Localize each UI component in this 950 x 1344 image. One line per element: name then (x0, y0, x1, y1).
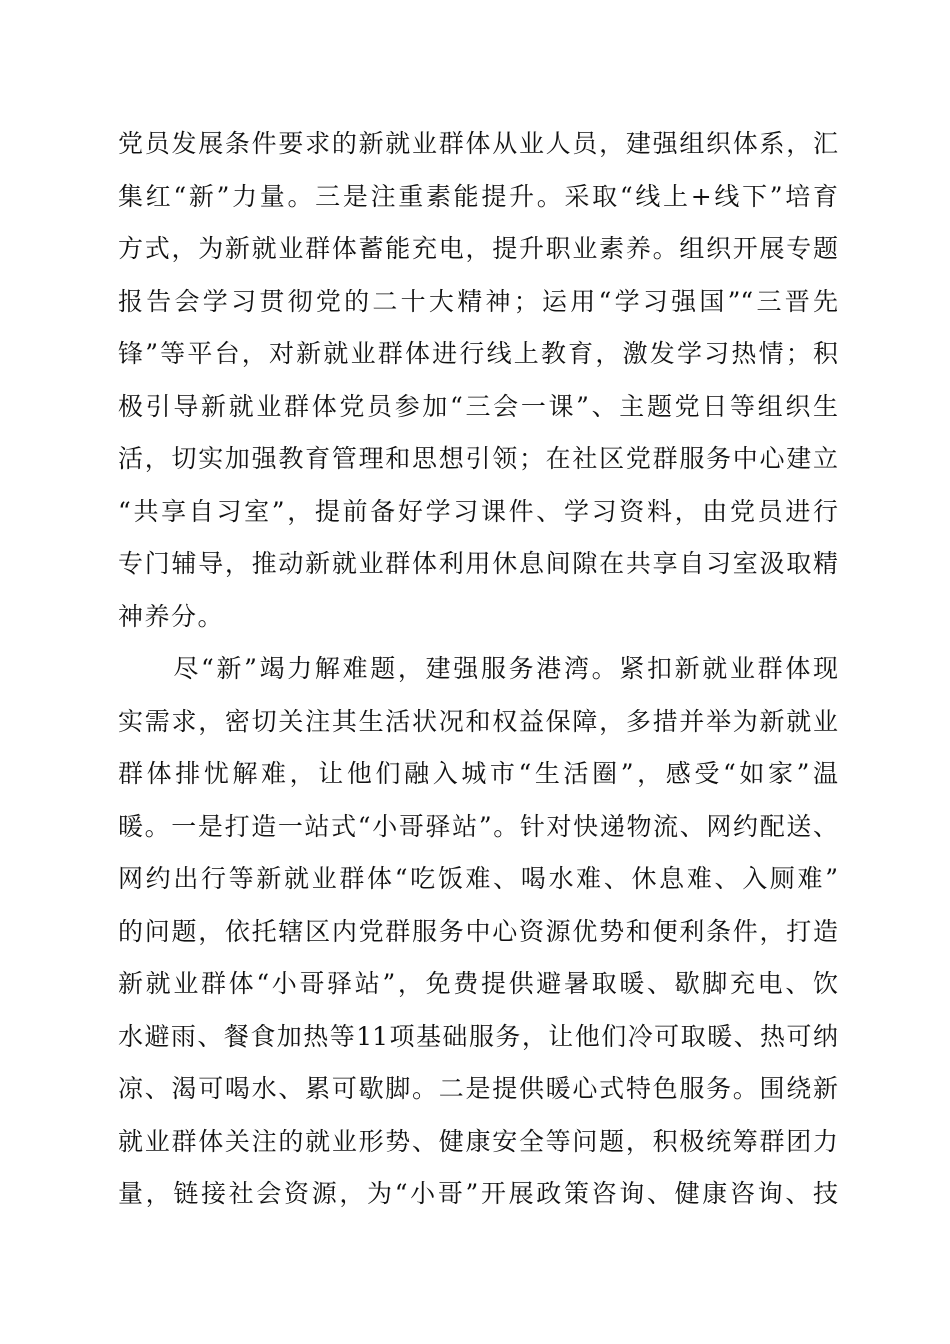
text-line: 网约出行等新就业群体“吃饭难、喝水难、休息难、入厕难” (118, 864, 838, 893)
text-line: 水避雨、餐食加热等11项基础服务，让他们冷可取暖、热可纳 (118, 1021, 838, 1051)
text-line: 量，链接社会资源，为“小哥”开展政策咨询、健康咨询、技 (118, 1179, 838, 1208)
text-line: 就业群体关注的就业形势、健康安全等问题，积极统筹群团力 (118, 1126, 838, 1156)
text-line: 极引导新就业群体党员参加“三会一课”、主题党日等组织生 (118, 391, 838, 421)
text-line: 集红“新”力量。三是注重素能提升。采取“线上+线下”培育 (118, 181, 838, 211)
text-line: 报告会学习贯彻党的二十大精神；运用“学习强国”“三晋先 (118, 286, 838, 316)
text-line: 锋”等平台，对新就业群体进行线上教育，激发学习热情；积 (118, 339, 838, 368)
text-line: 活，切实加强教育管理和思想引领；在社区党群服务中心建立 (118, 444, 838, 473)
text-line: 群体排忧解难，让他们融入城市“生活圈”，感受“如家”温 (118, 759, 838, 788)
text-line: 暖。一是打造一站式“小哥驿站”。针对快递物流、网约配送、 (118, 811, 838, 841)
text-line: “共享自习室”，提前备好学习课件、学习资料，由党员进行 (118, 496, 838, 526)
body-text (118, 118, 838, 1221)
paragraph-end-line: 神养分。 (118, 601, 225, 631)
text-line: 的问题，依托辖区内党群服务中心资源优势和便利条件，打造 (118, 916, 838, 946)
text-line: 党员发展条件要求的新就业群体从业人员，建强组织体系，汇 (118, 129, 838, 158)
text-line: 专门辅导，推动新就业群体利用休息间隙在共享自习室汲取精 (118, 549, 838, 578)
text-line: 实需求，密切关注其生活状况和权益保障，多措并举为新就业 (118, 706, 838, 736)
paragraph-start-line: 尽“新”竭力解难题，建强服务港湾。紧扣新就业群体现 (118, 654, 838, 683)
text-line: 方式，为新就业群体蓄能充电，提升职业素养。组织开展专题 (118, 234, 838, 263)
text-line: 凉、渴可喝水、累可歇脚。二是提供暖心式特色服务。围绕新 (118, 1074, 838, 1103)
text-line: 新就业群体“小哥驿站”，免费提供避暑取暖、歇脚充电、饮 (118, 969, 838, 998)
